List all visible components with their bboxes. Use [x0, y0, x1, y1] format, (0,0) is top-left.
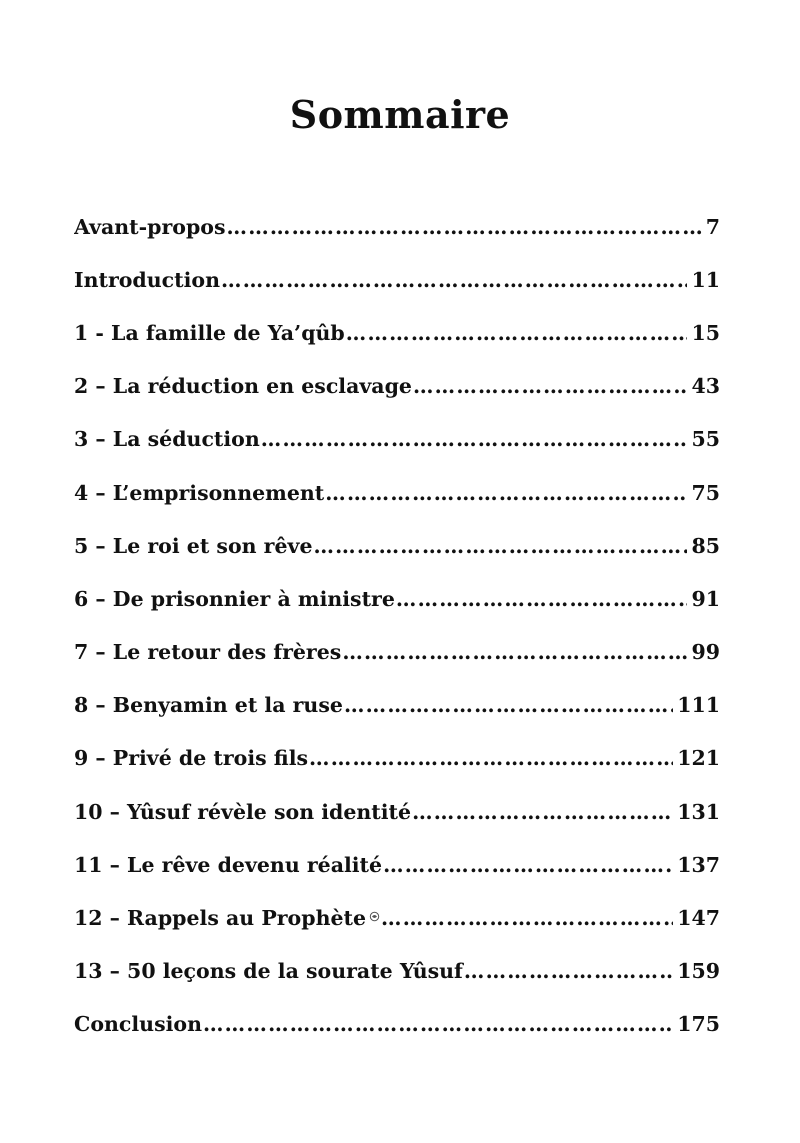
- toc-entry-label: 6 – De prisonnier à ministre: [74, 586, 395, 611]
- toc-entry-chapter-12[interactable]: [74, 891, 720, 944]
- toc-entry-label: 3 – La séduction: [74, 427, 260, 452]
- toc-entry-label: 9 – Privé de trois fils: [74, 746, 309, 771]
- toc-entry-label: 4 – L’emprisonnement: [74, 480, 325, 505]
- toc-entry-label: 12 – Rappels au Prophète: [74, 906, 367, 931]
- dot-leader: [325, 481, 687, 505]
- toc-entry-label: 7 – Le retour des frères: [74, 640, 342, 665]
- dot-leader: [412, 800, 673, 824]
- toc-entry-page: 159: [677, 959, 720, 984]
- pbuh-glyph-icon: [369, 911, 380, 925]
- toc-entry-page: 15: [691, 320, 720, 345]
- table-of-contents: [74, 200, 720, 1051]
- toc-entry-chapter-1[interactable]: [74, 306, 720, 359]
- dot-leader: [313, 534, 687, 558]
- toc-entry-page: 11: [691, 267, 720, 292]
- toc-entry-label: 1 - La famille de Ya’qûb: [74, 320, 345, 345]
- toc-entry-label: 11 – Le rêve devenu réalité: [74, 852, 383, 877]
- toc-entry-chapter-10[interactable]: [74, 785, 720, 838]
- page-title: Sommaire: [289, 92, 511, 137]
- toc-entry-page: 111: [677, 693, 720, 718]
- dot-leader: [346, 321, 688, 345]
- toc-entry-chapter-11[interactable]: [74, 838, 720, 891]
- dot-leader: [464, 959, 673, 983]
- toc-entry-label: Introduction: [74, 267, 220, 292]
- toc-entry-page: 131: [677, 799, 720, 824]
- dot-leader: [221, 268, 687, 292]
- toc-entry-page: 137: [677, 852, 720, 877]
- dot-leader: [227, 215, 702, 239]
- toc-entry-chapter-7[interactable]: [74, 626, 720, 679]
- toc-entry-label: 10 – Yûsuf révèle son identité: [74, 799, 412, 824]
- toc-entry-avant-propos[interactable]: [74, 200, 720, 253]
- dot-leader: [396, 587, 688, 611]
- dot-leader: [344, 693, 673, 717]
- toc-entry-chapter-4[interactable]: [74, 466, 720, 519]
- toc-entry-page: 7: [705, 214, 720, 239]
- toc-entry-label: Avant-propos: [74, 214, 226, 239]
- dot-leader: [203, 1012, 673, 1036]
- toc-entry-page: 85: [691, 533, 720, 558]
- toc-entry-chapter-5[interactable]: [74, 519, 720, 572]
- toc-entry-chapter-6[interactable]: [74, 572, 720, 625]
- toc-entry-label: 8 – Benyamin et la ruse: [74, 693, 343, 718]
- toc-entry-page: 99: [691, 640, 720, 665]
- toc-entry-page: 55: [691, 427, 720, 452]
- toc-entry-label: 13 – 50 leçons de la sourate Yûsuf: [74, 959, 463, 984]
- dot-leader: [342, 640, 687, 664]
- toc-entry-introduction[interactable]: [74, 253, 720, 306]
- toc-entry-page: 75: [691, 480, 720, 505]
- toc-entry-page: 91: [691, 586, 720, 611]
- toc-entry-label: 5 – Le roi et son rêve: [74, 533, 313, 558]
- dot-leader: [309, 746, 673, 770]
- toc-entry-chapter-9[interactable]: [74, 732, 720, 785]
- dot-leader: [381, 906, 673, 930]
- toc-entry-page: 175: [677, 1012, 720, 1037]
- toc-entry-chapter-13[interactable]: [74, 945, 720, 998]
- toc-entry-chapter-3[interactable]: [74, 413, 720, 466]
- toc-entry-page: 147: [677, 906, 720, 931]
- dot-leader: [383, 853, 673, 877]
- toc-entry-label: 2 – La réduction en esclavage: [74, 374, 412, 399]
- toc-entry-page: 121: [677, 746, 720, 771]
- toc-entry-label: Conclusion: [74, 1012, 202, 1037]
- toc-entry-conclusion[interactable]: [74, 998, 720, 1051]
- toc-entry-chapter-8[interactable]: [74, 679, 720, 732]
- dot-leader: [261, 427, 688, 451]
- toc-entry-page: 43: [691, 374, 720, 399]
- dot-leader: [413, 374, 688, 398]
- toc-entry-chapter-2[interactable]: [74, 360, 720, 413]
